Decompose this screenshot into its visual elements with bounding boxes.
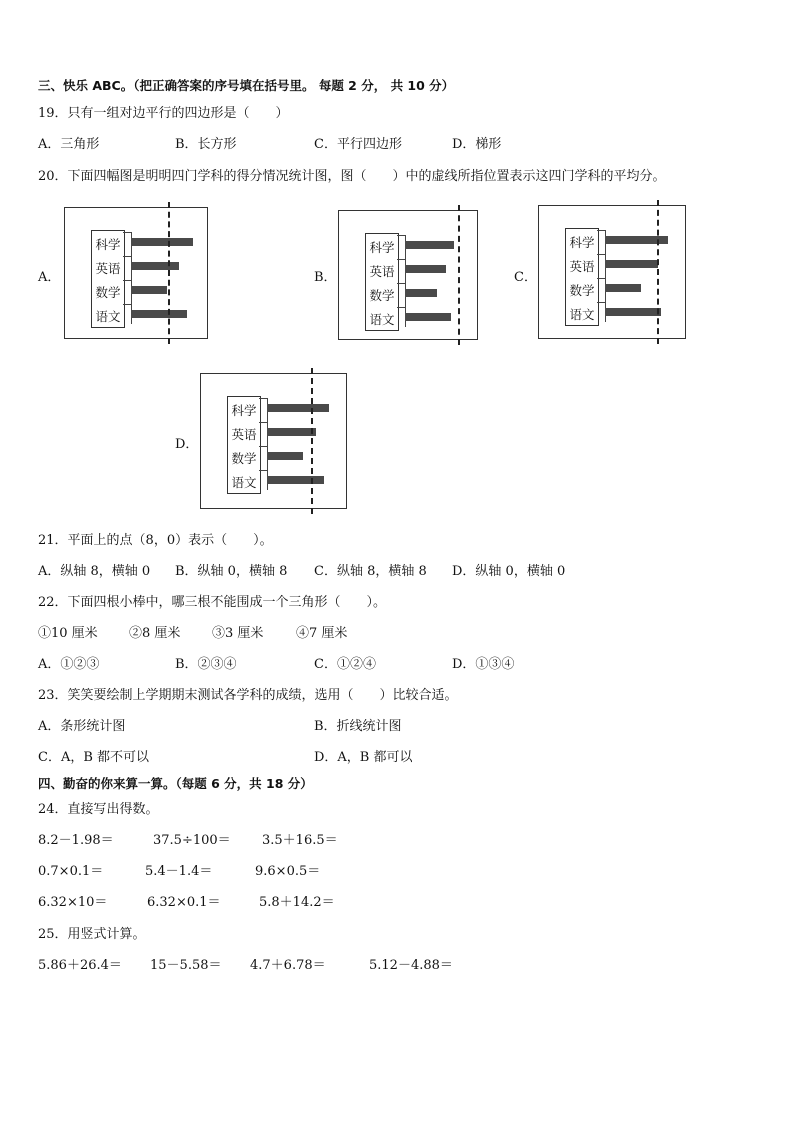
vertical-calc-item: 5.86＋26.4＝ bbox=[38, 958, 122, 973]
subject-label: 科学 bbox=[569, 235, 595, 250]
subject-label: 英语 bbox=[369, 264, 395, 279]
axis-tick bbox=[597, 230, 605, 231]
score-bar bbox=[605, 284, 641, 292]
q19-option-c: C．平行四边形 bbox=[314, 137, 402, 152]
q22-option-c: C．①②④ bbox=[314, 657, 376, 672]
axis-tick bbox=[397, 283, 405, 284]
calc-item: 5.4－1.4＝ bbox=[145, 864, 213, 879]
vertical-calc-item: 4.7＋6.78＝ bbox=[250, 958, 326, 973]
q19-option-a: A．三角形 bbox=[38, 137, 100, 152]
q21-option-d: D．纵轴 0，横轴 0 bbox=[452, 564, 566, 579]
subject-label: 数学 bbox=[369, 288, 395, 303]
stick-3: ③3 厘米 bbox=[212, 626, 264, 641]
subject-label: 语文 bbox=[569, 307, 595, 322]
calc-item: 6.32×0.1＝ bbox=[147, 895, 221, 910]
subject-label: 语文 bbox=[369, 312, 395, 327]
q19-option-d: D．梯形 bbox=[452, 137, 502, 152]
calc-item: 37.5÷100＝ bbox=[153, 833, 231, 848]
score-bar bbox=[405, 265, 446, 273]
axis-tick bbox=[597, 278, 605, 279]
calc-item: 5.8＋14.2＝ bbox=[259, 895, 335, 910]
subject-label: 科学 bbox=[231, 403, 257, 418]
score-bar bbox=[405, 289, 437, 297]
q23-option-a: A．条形统计图 bbox=[38, 719, 126, 734]
axis-tick bbox=[259, 470, 267, 471]
calc-item: 6.32×10＝ bbox=[38, 895, 108, 910]
score-bar bbox=[131, 238, 193, 246]
axis-tick bbox=[397, 307, 405, 308]
subject-label: 科学 bbox=[95, 237, 121, 252]
subject-label: 数学 bbox=[231, 451, 257, 466]
bar-chart-c bbox=[538, 205, 686, 339]
subject-label-box bbox=[365, 233, 399, 331]
subject-label: 语文 bbox=[95, 309, 121, 324]
axis-tick bbox=[397, 259, 405, 260]
q22-option-d: D．①③④ bbox=[452, 657, 515, 672]
question-23-stem: 23．笑笑要绘制上学期期末测试各学科的成绩，选用（ ）比较合适。 bbox=[38, 688, 458, 703]
axis-tick bbox=[597, 254, 605, 255]
subject-label: 英语 bbox=[569, 259, 595, 274]
axis-tick bbox=[123, 280, 131, 281]
calc-item: 9.6×0.5＝ bbox=[255, 864, 321, 879]
question-25-stem: 25．用竖式计算。 bbox=[38, 927, 146, 942]
average-dashed-line bbox=[657, 200, 659, 344]
section-title: 三、快乐 ABC。（把正确答案的序号填在括号里。 每题 2 分， 共 10 分） bbox=[38, 78, 455, 93]
score-bar bbox=[267, 452, 303, 460]
axis-tick bbox=[123, 256, 131, 257]
vertical-calc-item: 5.12－4.88＝ bbox=[369, 958, 453, 973]
stick-1: ①10 厘米 bbox=[38, 626, 98, 641]
axis-tick bbox=[123, 304, 131, 305]
calc-item: 8.2－1.98＝ bbox=[38, 833, 114, 848]
q21-option-a: A．纵轴 8，横轴 0 bbox=[38, 564, 151, 579]
score-bar bbox=[131, 286, 167, 294]
q21-option-c: C．纵轴 8，横轴 8 bbox=[314, 564, 427, 579]
score-bar bbox=[405, 313, 451, 321]
question-24-stem: 24．直接写出得数。 bbox=[38, 802, 159, 817]
average-dashed-line bbox=[168, 202, 170, 344]
subject-label: 数学 bbox=[95, 285, 121, 300]
chart-a-label: A． bbox=[38, 270, 61, 285]
score-bar bbox=[267, 476, 324, 484]
q23-option-c: C．A，B 都不可以 bbox=[38, 750, 150, 765]
axis-tick bbox=[397, 235, 405, 236]
axis-tick bbox=[597, 302, 605, 303]
subject-label: 数学 bbox=[569, 283, 595, 298]
score-bar bbox=[131, 310, 187, 318]
q22-option-a: A．①②③ bbox=[38, 657, 100, 672]
question-20-stem: 20．下面四幅图是明明四门学科的得分情况统计图，图（ ）中的虚线所指位置表示这四门学科的平均分。 bbox=[38, 169, 666, 184]
q23-option-b: B．折线统计图 bbox=[314, 719, 402, 734]
score-bar bbox=[267, 428, 316, 436]
question-19-stem: 19．只有一组对边平行的四边形是（ ） bbox=[38, 106, 289, 121]
section-4-title: 四、勤奋的你来算一算。（每题 6 分，共 18 分） bbox=[38, 776, 313, 791]
stick-2: ②8 厘米 bbox=[129, 626, 181, 641]
q23-option-d: D．A，B 都可以 bbox=[314, 750, 413, 765]
score-bar bbox=[405, 241, 454, 249]
subject-label: 英语 bbox=[231, 427, 257, 442]
subject-label-box bbox=[227, 396, 261, 494]
q21-option-b: B．纵轴 0，横轴 8 bbox=[175, 564, 288, 579]
stick-4: ④7 厘米 bbox=[296, 626, 348, 641]
score-bar bbox=[605, 260, 658, 268]
axis-tick bbox=[259, 422, 267, 423]
chart-d-label: D． bbox=[175, 437, 199, 452]
bar-chart-b bbox=[338, 210, 478, 340]
score-bar bbox=[605, 308, 661, 316]
question-21-stem: 21．平面上的点（8，0）表示（ ）。 bbox=[38, 533, 273, 548]
subject-label: 语文 bbox=[231, 475, 257, 490]
chart-b-label: B． bbox=[314, 270, 337, 285]
subject-label: 科学 bbox=[369, 240, 395, 255]
calc-item: 3.5＋16.5＝ bbox=[262, 833, 338, 848]
subject-label-box bbox=[91, 230, 125, 328]
score-bar bbox=[131, 262, 179, 270]
q22-option-b: B．②③④ bbox=[175, 657, 237, 672]
subject-label: 英语 bbox=[95, 261, 121, 276]
average-dashed-line bbox=[458, 205, 460, 345]
q19-option-b: B．长方形 bbox=[175, 137, 237, 152]
calc-item: 0.7×0.1＝ bbox=[38, 864, 104, 879]
average-dashed-line bbox=[311, 368, 313, 514]
vertical-calc-item: 15－5.58＝ bbox=[150, 958, 222, 973]
question-22-stem: 22．下面四根小棒中，哪三根不能围成一个三角形（ ）。 bbox=[38, 595, 387, 610]
score-bar bbox=[267, 404, 329, 412]
chart-c-label: C． bbox=[514, 270, 537, 285]
axis-tick bbox=[259, 446, 267, 447]
axis-tick bbox=[123, 232, 131, 233]
bar-chart-a bbox=[64, 207, 208, 339]
subject-label-box bbox=[565, 228, 599, 326]
bar-chart-d bbox=[200, 373, 347, 509]
axis-tick bbox=[259, 398, 267, 399]
